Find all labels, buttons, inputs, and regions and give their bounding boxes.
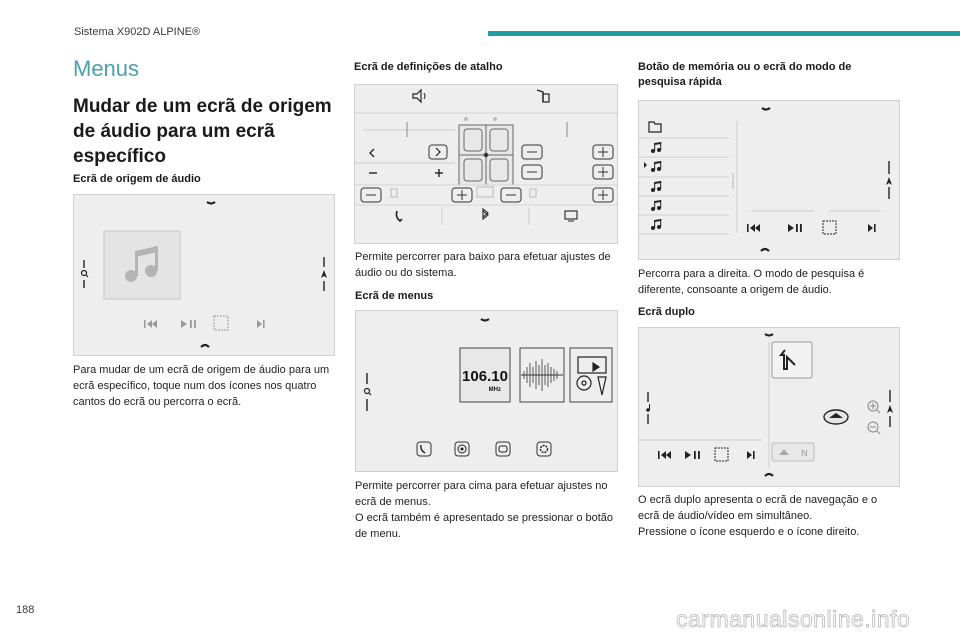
audio-icon	[455, 442, 469, 456]
chevron-up-icon	[761, 249, 769, 251]
caption-audio-source: Ecrã de origem de áudio	[73, 173, 201, 185]
equalizer-icon	[715, 448, 728, 461]
equalizer-icon	[823, 221, 836, 234]
play-pause-icon	[788, 224, 802, 232]
navigation-arrow-icon	[886, 161, 892, 199]
body-menus-screen: Permite percorrer para cima para efetuar ajustes no ecrã de menus.	[355, 480, 608, 508]
chevron-up-icon	[765, 474, 773, 476]
chevron-down-icon	[762, 108, 770, 110]
next-icon	[868, 224, 876, 232]
caption-dual-screen: Ecrã duplo	[638, 306, 695, 318]
phone-icon	[417, 442, 431, 456]
section-title: Menus	[73, 56, 140, 81]
previous-icon	[747, 224, 760, 232]
album-art	[104, 231, 180, 299]
body-menu-button: O ecrã também é apresentado se pressionar o botão de menu.	[355, 512, 614, 540]
previous-icon	[144, 320, 157, 328]
chevron-down-icon	[765, 334, 773, 336]
shortcut-settings-screen	[354, 84, 618, 244]
turn-arrow-tile	[772, 342, 812, 378]
touch-settings-icon	[537, 90, 549, 102]
memory-search-screen	[638, 100, 900, 260]
section-subtitle: Mudar de um ecrã de origem de áudio para um ecrã específico	[73, 96, 332, 167]
caption-menus-screen: Ecrã de menus	[355, 290, 434, 302]
car-icon	[496, 442, 510, 456]
next-icon	[747, 451, 755, 459]
body-dual-screen: O ecrã duplo apresenta o ecrã de navegação e o ecrã de áudio/vídeo em simultâneo.	[638, 494, 878, 522]
media-tile	[570, 348, 612, 402]
chevron-left-icon	[370, 149, 374, 157]
menus-screen	[355, 310, 618, 472]
compass-letter: N	[801, 448, 808, 458]
compass-tile	[772, 443, 814, 461]
previous-icon	[658, 451, 671, 459]
plus-small-icon	[435, 169, 443, 177]
volume-icon	[413, 90, 425, 102]
display-icon	[565, 211, 577, 221]
next-icon	[257, 320, 265, 328]
audio-source-screen	[73, 194, 335, 356]
gear-icon	[537, 442, 551, 456]
chevron-down-icon	[207, 202, 215, 204]
search-icon	[365, 373, 372, 411]
header-accent-bar	[488, 31, 960, 36]
page-number: 188	[16, 604, 35, 616]
track-list-icons	[644, 142, 661, 230]
chevron-down-icon	[481, 319, 489, 321]
equalizer-icon	[214, 316, 228, 330]
position-marker-icon	[824, 410, 848, 424]
play-pause-icon	[181, 320, 196, 328]
body-dual-screen-instruction: Pressione o ícone esquerdo e o ícone direito.	[638, 526, 860, 538]
search-icon	[82, 260, 89, 288]
watermark: carmanualsonline.info	[676, 606, 911, 632]
zoom-in-icon	[868, 401, 880, 413]
dual-screen	[638, 327, 900, 487]
body-memory-search: Percorra para a direita. O modo de pesquisa é diferente, consoante a origem de áudio.	[638, 268, 865, 296]
caption-memory-search: Botão de memória ou o ecrã do modo de pesquisa rápida	[638, 61, 852, 88]
chevron-up-icon	[201, 345, 209, 347]
chevron-right-button	[429, 145, 447, 159]
caption-shortcut-settings: Ecrã de definições de atalho	[354, 61, 503, 73]
seat-balance-grid	[459, 125, 513, 185]
folder-icon	[649, 122, 661, 132]
running-title: Sistema X902D ALPINE®	[74, 26, 201, 38]
body-shortcut-settings: Permite percorrer para baixo para efetuar ajustes de áudio ou do sistema.	[355, 251, 611, 279]
bluetooth-icon	[483, 209, 488, 219]
radio-frequency: 106.10	[462, 368, 508, 385]
body-audio-source: Para mudar de um ecrã de origem de áudio para um ecrã específico, toque num dos ícones nos quatro cantos do ecrã ou percorra o ecrã.	[73, 364, 330, 408]
play-pause-icon	[685, 451, 700, 459]
zoom-out-icon	[868, 422, 880, 434]
music-note-icon	[646, 392, 650, 424]
navigation-arrow-icon	[887, 390, 893, 427]
phone-icon	[396, 211, 402, 221]
navigation-arrow-icon	[321, 257, 327, 291]
radio-unit: MHz	[488, 387, 501, 393]
